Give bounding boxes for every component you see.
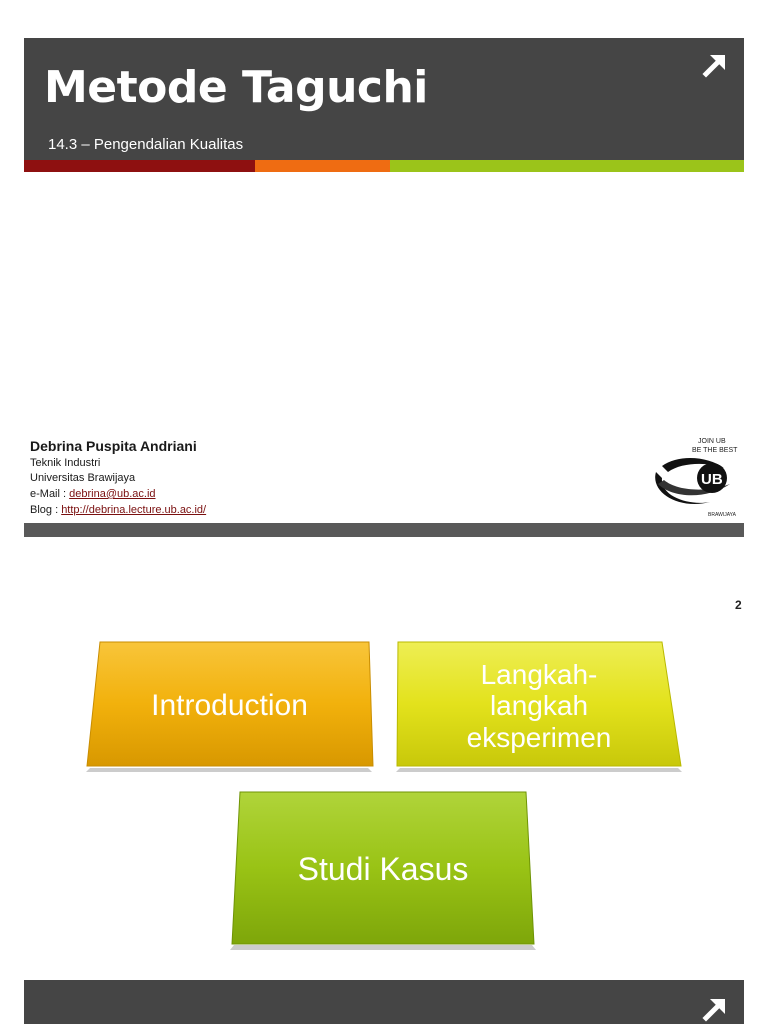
logo-text-center: UB: [701, 471, 723, 488]
tile-introduction[interactable]: [84, 640, 375, 772]
next-slide-title-bar: [24, 980, 744, 1024]
blog-label: Blog :: [30, 504, 62, 516]
email-label: e-Mail :: [30, 488, 70, 500]
accent-stripe-red: [24, 160, 255, 172]
arrow-up-right-icon: [700, 994, 730, 1024]
page-number: 2: [735, 598, 742, 612]
slide-title: Metode Taguchi: [44, 62, 428, 113]
author-department: Teknik Industri: [30, 457, 101, 469]
tile-introduction-label: Introduction: [151, 689, 308, 723]
footer-bar: [24, 523, 744, 537]
accent-stripe-green: [390, 160, 744, 172]
tile-studi-kasus[interactable]: [228, 790, 538, 950]
logo-text-top: JOIN UB: [698, 438, 726, 445]
tile-langkah-label: Langkah- langkah eksperimen: [466, 658, 612, 753]
author-name: Debrina Puspita Andriani: [30, 438, 197, 454]
tile-langkah-eksperimen[interactable]: [394, 640, 684, 772]
arrow-up-right-icon: [700, 50, 730, 80]
author-university: Universitas Brawijaya: [30, 472, 136, 484]
ub-university-logo: [648, 432, 738, 522]
slide-subtitle: 14.3 – Pengendalian Kualitas: [48, 136, 244, 153]
email-link[interactable]: debrina@ub.ac.id: [69, 488, 156, 500]
author-blog-row: [30, 504, 206, 516]
accent-stripe-orange: [255, 160, 390, 172]
logo-text-bottom: BRAWIJAYA: [708, 512, 736, 518]
blog-link[interactable]: http://debrina.lecture.ub.ac.id/: [61, 504, 207, 516]
logo-text-tag: BE THE BEST: [692, 447, 738, 454]
tile-studi-kasus-label: Studi Kasus: [297, 851, 469, 888]
author-email-row: [30, 488, 156, 500]
